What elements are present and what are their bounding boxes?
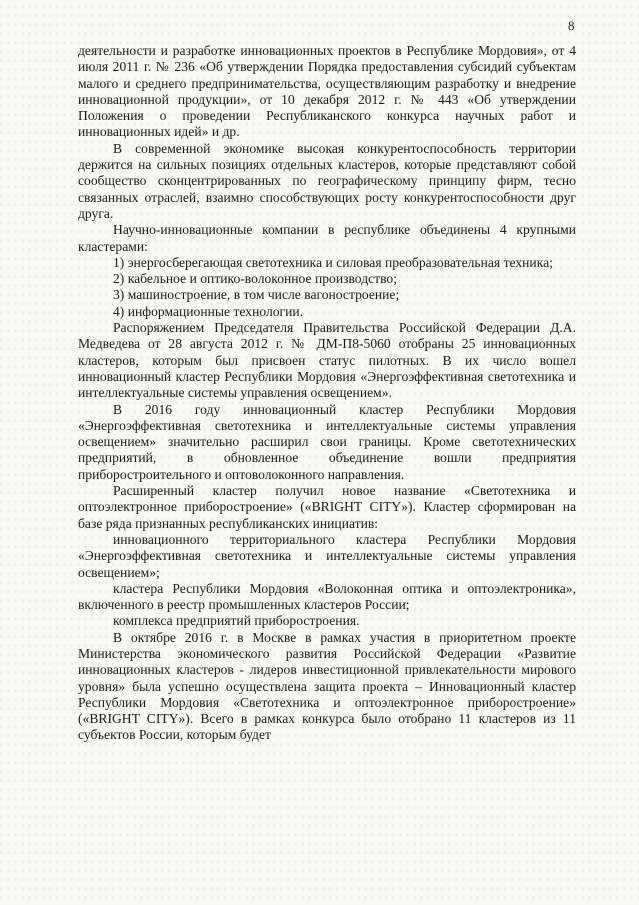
paragraph: В современной экономике высокая конкурентоспособность территории держится на сильных позициях отдельных кластеров, которые представляют собой сообщество сконцентрированных по географическому принципу фирм, тесно связанных отраслей, взаимно способствующих росту конкурентоспособности друг друга. [78, 140, 576, 221]
list-item: комплекса предприятий приборостроения. [113, 613, 360, 629]
paragraph: В октябре 2016 г. в Москве в рамках участия в приоритетном проекте Министерства экономического развития Российской Федерации «Развитие инновационных кластеров - лидеров инвестиционной привлекательности мирового уровня» была успешно осуществлена защита проекта – Инновационный кластер Республики Мордовия «Светотехника и оптоэлектронное приборостроение» («BRIGHT CITY»). Всего в рамках конкурса было отобрано 11 кластеров из 11 субъектов России, которым будет [78, 629, 576, 743]
paragraph: деятельности и разработке инновационных проектов в Республике Мордовия», от 4 июля 2011 г. № 236 «Об утверждении Порядка предоставления субсидий субъектам малого и среднего предпринимательства, осуществляющим разработку и внедрение инновационной продукции», от 10 декабря 2012 г. № 443 «Об утверждении Положения о проведении Республиканского конкурса научных работ и инновационных идей» и др. [78, 43, 576, 140]
list-item: 4) информационные технологии. [113, 303, 304, 319]
list-item: инновационного территориального кластера Республики Мордовия «Энергоэффективная светотехника и интеллектуальные системы управления освещением»; [78, 531, 576, 580]
page-number: 8 [568, 18, 575, 33]
paragraph: Научно-инновационные компании в республике объединены 4 крупными кластерами: [78, 222, 576, 254]
list-item: 1) энергосберегающая светотехника и силовая преобразовательная техника; [113, 254, 553, 270]
paragraph: Расширенный кластер получил новое название «Светотехника и оптоэлектронное приборостроение» («BRIGHT CITY»). Кластер сформирован на базе ряда признанных республиканских инициатив: [78, 483, 576, 531]
list-item: 3) машиностроение, в том числе вагоностроение; [113, 287, 400, 303]
paragraph: Распоряжением Председателя Правительства Российской Федерации Д.А. Медведева от 28 августа 2012 г. № ДМ-П8-5060 отобраны 25 инновационных кластеров, которым был присвоен статус пилотных. В их число вошел инновационный кластер Республики Мордовия «Энергоэффективная светотехника и интеллектуальные системы управления освещением». [78, 320, 576, 401]
paragraph: В 2016 году инновационный кластер Республики Мордовия «Энергоэффективная светотехника и интеллектуальные системы управления освещением» значительно расширил свои границы. Кроме светотехнических предприятий, в обновленное объединение вошли предприятия приборостроительного и оптоволоконного направления. [78, 401, 576, 482]
list-item: 2) кабельное и оптико-волоконное производство; [113, 271, 397, 287]
document-body [78, 43, 576, 744]
list-item: кластера Республики Мордовия «Волоконная оптика и оптоэлектроника», включенного в реестр промышленных кластеров России; [78, 580, 576, 613]
